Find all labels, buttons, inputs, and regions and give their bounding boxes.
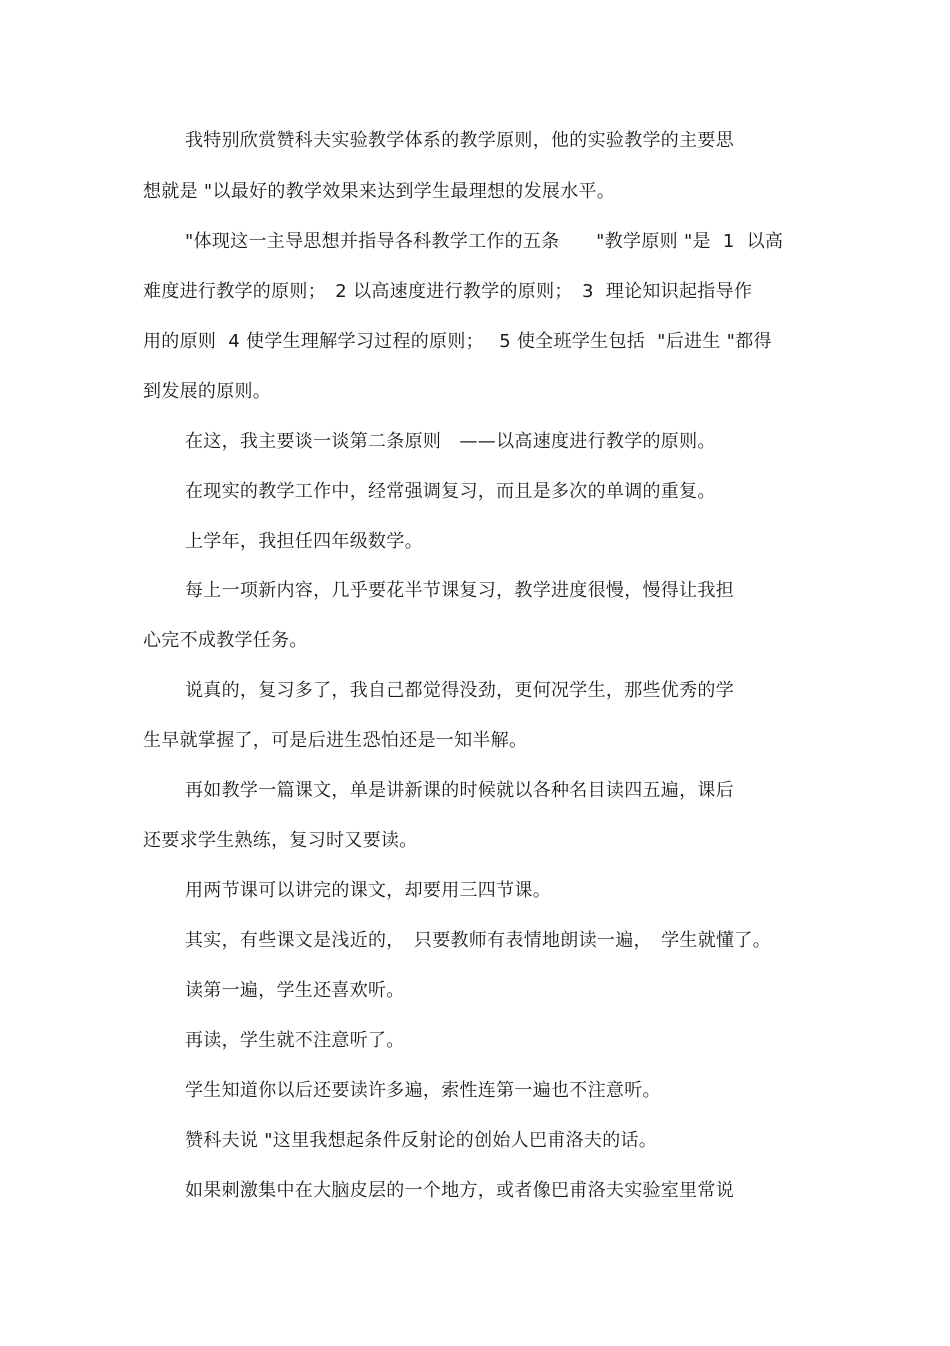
text-line: 用的原则 4 使学生理解学习过程的原则； 5 使全班学生包括 "后进生 "都得 [143,331,772,352]
text-line: 再读，学生就不注意听了。 [185,1030,405,1051]
text-line: 如果刺激集中在大脑皮层的一个地方，或者像巴甫洛夫实验室里常说 [185,1180,734,1201]
text-line: 每上一项新内容，几乎要花半节课复习，教学进度很慢，慢得让我担 [185,580,734,601]
text-line: 到发展的原则。 [143,381,272,402]
text-line: 想就是 "以最好的教学效果来达到学生最理想的发展水平。 [143,181,616,202]
text-line: 生早就掌握了，可是后进生恐怕还是一知半解。 [143,730,528,751]
text-line: 再如教学一篇课文，单是讲新课的时候就以各种名目读四五遍，课后 [185,780,734,801]
text-line: 我特别欣赏赞科夫实验教学体系的教学原则，他的实验教学的主要思 [185,130,734,151]
text-line: 说真的，复习多了，我自己都觉得没劲，更何况学生，那些优秀的学 [185,680,734,701]
text-line: 用两节课可以讲完的课文，却要用三四节课。 [185,880,551,901]
text-line: 学生知道你以后还要读许多遍，索性连第一遍也不注意听。 [185,1080,661,1101]
text-line: 在这，我主要谈一谈第二条原则 ——以高速度进行教学的原则。 [185,431,716,452]
text-line: 上学年，我担任四年级数学。 [185,531,423,552]
text-line: 还要求学生熟练，复习时又要读。 [143,830,418,851]
text-line: 在现实的教学工作中，经常强调复习，而且是多次的单调的重复。 [185,481,716,502]
text-line: 难度进行教学的原则； 2 以高速度进行教学的原则； 3 理论知识起指导作 [143,281,753,302]
text-line: 其实，有些课文是浅近的， 只要教师有表情地朗读一遍， 学生就懂了。 [185,930,771,951]
text-line: "体现这一主导思想并指导各科教学工作的五条 "教学原则 "是 1 以高 [185,231,784,252]
text-line: 读第一遍，学生还喜欢听。 [185,980,405,1001]
text-line: 心完不成教学任务。 [143,630,308,651]
text-line: 赞科夫说 "这里我想起条件反射论的创始人巴甫洛夫的话。 [185,1130,658,1151]
